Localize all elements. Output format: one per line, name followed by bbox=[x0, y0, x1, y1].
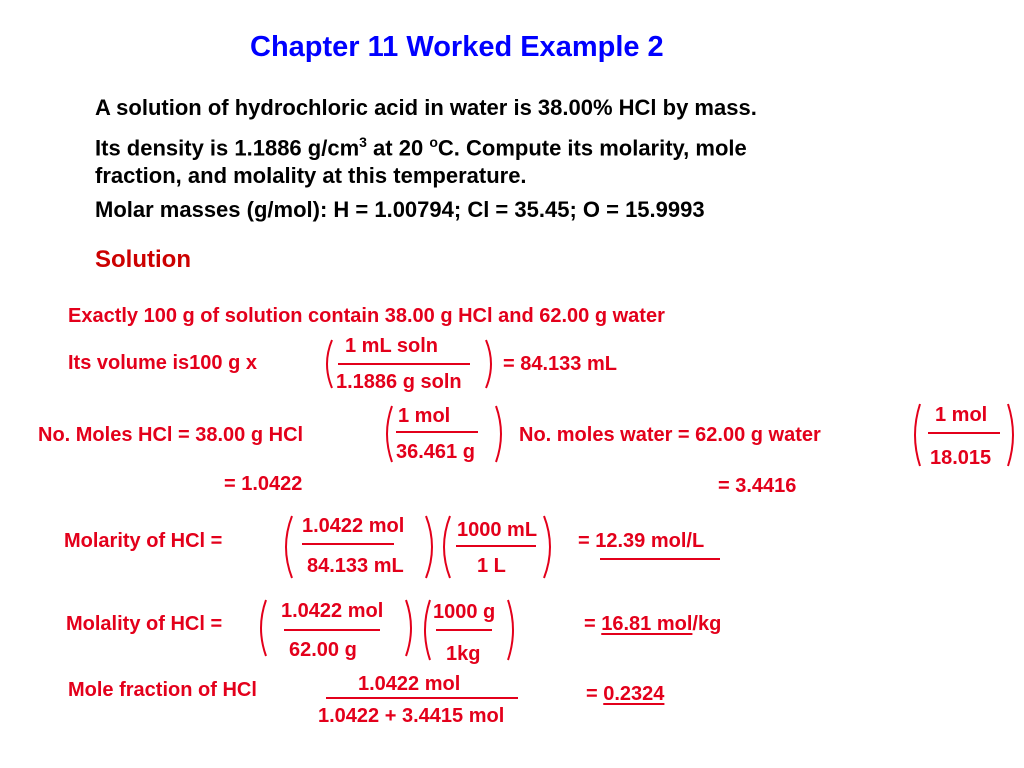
molality-denominator-2: 1kg bbox=[446, 643, 481, 665]
molality-result-value: 16.81 mol bbox=[601, 613, 693, 635]
problem-molar-masses: Molar masses (g/mol): H = 1.00794; Cl = 35.45; O = 15.9993 bbox=[95, 197, 705, 222]
volume-denominator: 1.1886 g soln bbox=[336, 371, 462, 393]
fraction-bar bbox=[338, 363, 470, 365]
molality-label: Molality of HCl = bbox=[66, 613, 223, 635]
molality-numerator-2: 1000 g bbox=[433, 601, 496, 623]
mole-fraction-result bbox=[586, 683, 664, 706]
result-underline bbox=[600, 558, 720, 560]
problem-line-1: A solution of hydrochloric acid in water is 38.00% HCl by mass. bbox=[95, 95, 757, 120]
problem-temp-prefix: at 20 bbox=[366, 135, 430, 161]
problem-density: Its density is 1.1886 g/cm bbox=[95, 135, 360, 161]
left-paren bbox=[278, 514, 294, 580]
solution-heading: Solution bbox=[95, 246, 191, 273]
fraction-bar bbox=[396, 431, 478, 433]
problem-line-3: fraction, and molality at this temperature. bbox=[95, 163, 527, 188]
left-paren bbox=[254, 598, 268, 658]
molality-result bbox=[584, 613, 721, 636]
fraction-bar bbox=[436, 629, 492, 631]
left-paren bbox=[436, 514, 452, 580]
right-paren bbox=[484, 338, 498, 390]
volume-label: Its volume is100 g x bbox=[68, 352, 257, 374]
right-paren bbox=[1006, 402, 1020, 468]
fraction-bar bbox=[456, 545, 536, 547]
right-paren bbox=[506, 598, 520, 662]
molality-result-suffix: /kg bbox=[692, 613, 722, 635]
moles-water-numerator: 1 mol bbox=[935, 404, 988, 426]
degree-symbol: o bbox=[429, 134, 438, 150]
fraction-bar bbox=[928, 432, 1000, 434]
volume-numerator: 1 mL soln bbox=[345, 335, 438, 357]
molality-denominator-1: 62.00 g bbox=[289, 639, 357, 661]
moles-water-label: No. moles water = 62.00 g water bbox=[519, 424, 821, 446]
superscript-3: 3 bbox=[359, 134, 367, 150]
step-exactly-100g: Exactly 100 g of solution contain 38.00 g HCl and 62.00 g water bbox=[68, 305, 665, 327]
molality-numerator-1: 1.0422 mol bbox=[281, 600, 384, 622]
molality-result-prefix: = bbox=[584, 613, 602, 635]
left-paren bbox=[908, 402, 922, 468]
right-paren bbox=[494, 404, 508, 464]
left-paren bbox=[418, 598, 432, 662]
molarity-label: Molarity of HCl = bbox=[64, 530, 223, 552]
fraction-bar bbox=[326, 697, 518, 699]
fraction-bar bbox=[284, 629, 380, 631]
molarity-numerator-1: 1.0422 mol bbox=[302, 515, 405, 537]
moles-hcl-label: No. Moles HCl = 38.00 g HCl bbox=[38, 424, 304, 446]
molarity-denominator-2: 1 L bbox=[477, 555, 506, 577]
moles-water-result: = 3.4416 bbox=[718, 475, 797, 497]
molarity-denominator-1: 84.133 mL bbox=[307, 555, 404, 577]
moles-hcl-numerator: 1 mol bbox=[398, 405, 451, 427]
left-paren bbox=[320, 338, 334, 390]
left-paren bbox=[380, 404, 394, 464]
mole-fraction-denominator: 1.0422 + 3.4415 mol bbox=[318, 705, 505, 727]
moles-hcl-denominator: 36.461 g bbox=[396, 441, 475, 463]
right-paren bbox=[404, 598, 418, 658]
mole-fraction-result-prefix: = bbox=[586, 683, 604, 705]
moles-hcl-result: = 1.0422 bbox=[224, 473, 303, 495]
mole-fraction-result-value: 0.2324 bbox=[603, 683, 665, 705]
right-paren bbox=[542, 514, 558, 580]
mole-fraction-label: Mole fraction of HCl bbox=[68, 679, 257, 701]
volume-result: = 84.133 mL bbox=[503, 353, 617, 375]
moles-water-denominator: 18.015 bbox=[930, 447, 992, 469]
molarity-result: = 12.39 mol/L bbox=[578, 530, 705, 552]
page-title: Chapter 11 Worked Example 2 bbox=[250, 31, 664, 63]
problem-compute: C. Compute its molarity, mole bbox=[437, 135, 747, 161]
mole-fraction-numerator: 1.0422 mol bbox=[358, 673, 461, 695]
fraction-bar bbox=[302, 543, 394, 545]
molarity-numerator-2: 1000 mL bbox=[457, 519, 538, 541]
